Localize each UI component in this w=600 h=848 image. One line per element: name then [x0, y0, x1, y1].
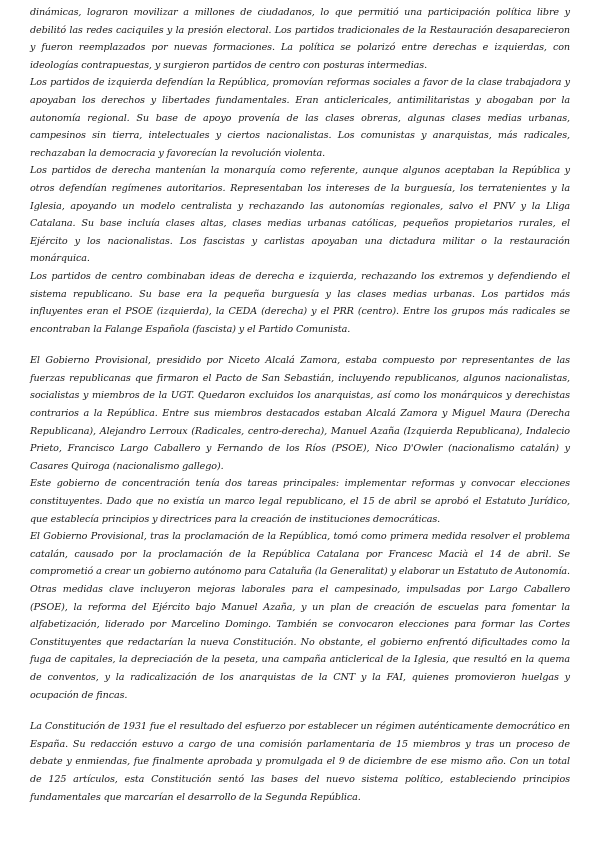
paragraph-government-measures: El Gobierno Provisional, tras la proclamación de la República, tomó como primera medida resolver el problema catalán, causado por la proclamación de la República Catalana por Francesc Macià el 14 de abril. Se comprometió a crear un gobierno autónomo para Cataluña (la Generalitat) y elaborar un Estatuto de Autonomía. Otras medidas clave incluyeron mejoras laborales para el campesinado, impulsadas por Largo Caballero (PSOE), la reforma del Ejército bajo Manuel Azaña, y un plan de creación de escuelas para fomentar la alfabetización, liderado por Marcelino Domingo. También se convocaron elecciones para formar las Cortes Constituyentes que redactarían la nueva Constitución. No obstante, el gobierno enfrentó dificultades como la fuga de capitales, la depreciación de la peseta, una campaña anticlerical de la Iglesia, que resultó en la quema de conventos, y la radicalización de los anarquistas de la CNT y la FAI, quienes promovieron huelgas y ocupación de fincas.	[30, 531, 570, 701]
paragraph-right-parties: Los partidos de derecha mantenían la monarquía como referente, aunque algunos aceptaban la República y otros defendían regímenes autoritarios. Representaban los intereses de la burguesía, los terratenientes y la Iglesia, apoyando un modelo centralista y rechazando las autonomías regionales, salvo el PNV y la Lliga Catalana. Su base incluía clases altas, clases medias urbanas católicas, pequeños propietarios rurales, el Ejército y los nacionalistas. Los fascistas y carlistas apoyaban una dictadura militar o la restauración monárquica.	[30, 165, 570, 265]
paragraph-left-parties: Los partidos de izquierda defendían la República, promovían reformas sociales a favor de la clase trabajadora y apoyaban los derechos y libertades fundamentales. Eran anticlericales, antimilitaristas y abogaban por la autonomía regional. Su base de apoyo provenía de las clases obreras, algunas clases medias urbanas, campesinos sin tierra, intelectuales y ciertos nacionalistas. Los comunistas y anarquistas, más radicales, rechazaban la democracia y favorecían la revolución violenta.	[30, 77, 570, 159]
paragraph-center-parties: Los partidos de centro combinaban ideas de derecha e izquierda, rechazando los extremos y defendiendo el sistema republicano. Su base era la pequeña burguesía y las clases medias urbanas. Los partidos más influyentes eran el PSOE (izquierda), la CEDA (derecha) y el PRR (centro). Entre los grupos más radicales se encontraban la Falange Española (fascista) y el Partido Comunista.	[30, 270, 570, 335]
section-spacer	[30, 338, 570, 352]
paragraph-intro-continuation: dinámicas, lograron movilizar a millones de ciudadanos, lo que permitió una participación política libre y debilitó las redes caciquiles y la presión electoral. Los partidos tradicionales de la Restauración desaparecieron y fueron reemplazados por nuevas formaciones. La política se polarizó entre derechas e izquierdas, con ideologías contrapuestas, y surgieron partidos de centro con posturas intermedias.	[30, 7, 570, 71]
paragraph-constitution-1931: La Constitución de 1931 fue el resultado del esfuerzo por establecer un régimen auténticamente democrático en España. Su redacción estuvo a cargo de una comisión parlamentaria de 15 miembros y tras un proceso de debate y enmiendas, fue finalmente aprobada y promulgada el 9 de diciembre de ese mismo año. Con un total de 125 artículos, esta Constitución sentó las bases del nuevo sistema político, estableciendo principios fundamentales que marcarían el desarrollo de la Segunda República.	[30, 721, 570, 803]
paragraph-provisional-government: El Gobierno Provisional, presidido por Niceto Alcalá Zamora, estaba compuesto por representantes de las fuerzas republicanas que firmaron el Pacto de San Sebastián, incluyendo republicanos, algunos nacionalistas, socialistas y miembros de la UGT. Quedaron excluidos los anarquistas, así como los monárquicos y derechistas contrarios a la República. Entre sus miembros destacados estaban Alcalá Zamora y Miguel Maura (Derecha Republicana), Alejandro Lerroux (Radicales, centro-derecha), Manuel Azaña (Izquierda Republicana), Indalecio Prieto, Francisco Largo Caballero y Fernando de los Ríos (PSOE), Nico D'Owler (nacionalismo catalán) y Casares Quiroga (nacionalismo gallego).	[30, 355, 570, 472]
section-spacer	[30, 704, 570, 718]
paragraph-government-tasks: Este gobierno de concentración tenía dos tareas principales: implementar reformas y convocar elecciones constituyentes. Dado que no existía un marco legal republicano, el 15 de abril se aprobó el Estatuto Jurídico, que establecía principios y directrices para la creación de instituciones democráticas.	[30, 478, 570, 525]
